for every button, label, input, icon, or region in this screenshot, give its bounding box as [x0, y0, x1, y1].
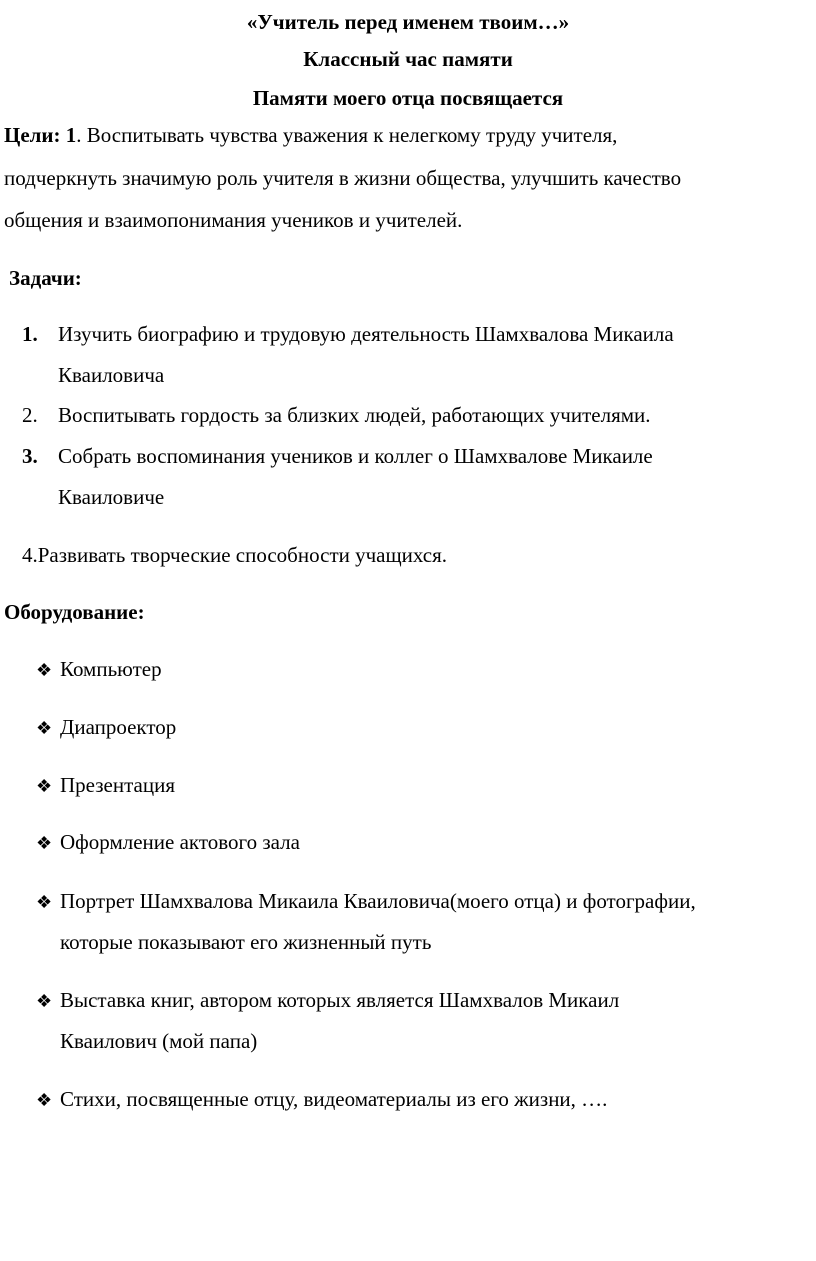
- equipment-item: [36, 1087, 54, 1112]
- diamond-bullet-icon: ❖: [36, 1090, 53, 1110]
- equipment-item-1: Компьютер: [60, 657, 162, 681]
- document-title: «Учитель перед именем твоим…»: [246, 10, 570, 34]
- task-1-line-1: Изучить биографию и трудовую деятельность Шамхвалова Микаила: [58, 322, 674, 346]
- diamond-bullet-icon: ❖: [36, 660, 53, 680]
- task-3-number: 3.: [22, 444, 38, 468]
- task-1-line-2: Кваиловича: [58, 363, 165, 387]
- goals-line-2: подчеркнуть значимую роль учителя в жизни общества, улучшить качество: [4, 166, 682, 190]
- equipment-label: Оборудование:: [4, 600, 145, 624]
- equipment-item-5-line-1: Портрет Шамхвалова Микаила Кваиловича(моего отца) и фотографии,: [60, 889, 696, 913]
- goals-line-1: [4, 123, 617, 148]
- task-1-number: 1.: [22, 322, 38, 346]
- equipment-item: [36, 657, 54, 682]
- document-subtitle: Классный час памяти: [303, 47, 513, 71]
- equipment-item: [36, 773, 54, 798]
- equipment-item-6-line-1: Выставка книг, автором которых является Шамхвалов Микаил: [60, 988, 620, 1012]
- document-dedication: Памяти моего отца посвящается: [252, 86, 564, 110]
- goals-line-3: общения и взаимопонимания учеников и учителей.: [4, 208, 463, 232]
- equipment-item: [36, 830, 54, 855]
- diamond-bullet-icon: ❖: [36, 892, 53, 912]
- task-3-line-1: Собрать воспоминания учеников и коллег о Шамхвалове Микаиле: [58, 444, 653, 468]
- tasks-label: Задачи:: [9, 266, 82, 290]
- equipment-item-6-line-2: Кваилович (мой папа): [60, 1029, 258, 1053]
- task-2-number: 2.: [22, 403, 38, 427]
- task-4: 4.Развивать творческие способности учащихся.: [22, 543, 448, 567]
- equipment-item: [36, 988, 54, 1013]
- diamond-bullet-icon: ❖: [36, 776, 53, 796]
- equipment-item-3: Презентация: [60, 773, 175, 797]
- equipment-item-2: Диапроектор: [60, 715, 177, 739]
- diamond-bullet-icon: ❖: [36, 833, 53, 853]
- task-3-line-2: Кваиловиче: [58, 485, 165, 509]
- equipment-item: [36, 889, 54, 914]
- task-2-line-1: Воспитывать гордость за близких людей, работающих учителями.: [58, 403, 651, 427]
- equipment-item-5-line-2: которые показывают его жизненный путь: [60, 930, 432, 954]
- goals-label: Цели:: [4, 123, 61, 147]
- diamond-bullet-icon: ❖: [36, 991, 53, 1011]
- equipment-item-4: Оформление актового зала: [60, 830, 300, 854]
- equipment-item: [36, 715, 54, 740]
- goals-text-1: . Воспитывать чувства уважения к нелегкому труду учителя,: [76, 123, 618, 147]
- goals-number: 1: [65, 123, 77, 147]
- diamond-bullet-icon: ❖: [36, 718, 53, 738]
- equipment-item-7: Стихи, посвященные отцу, видеоматериалы из его жизни, ….: [60, 1087, 608, 1111]
